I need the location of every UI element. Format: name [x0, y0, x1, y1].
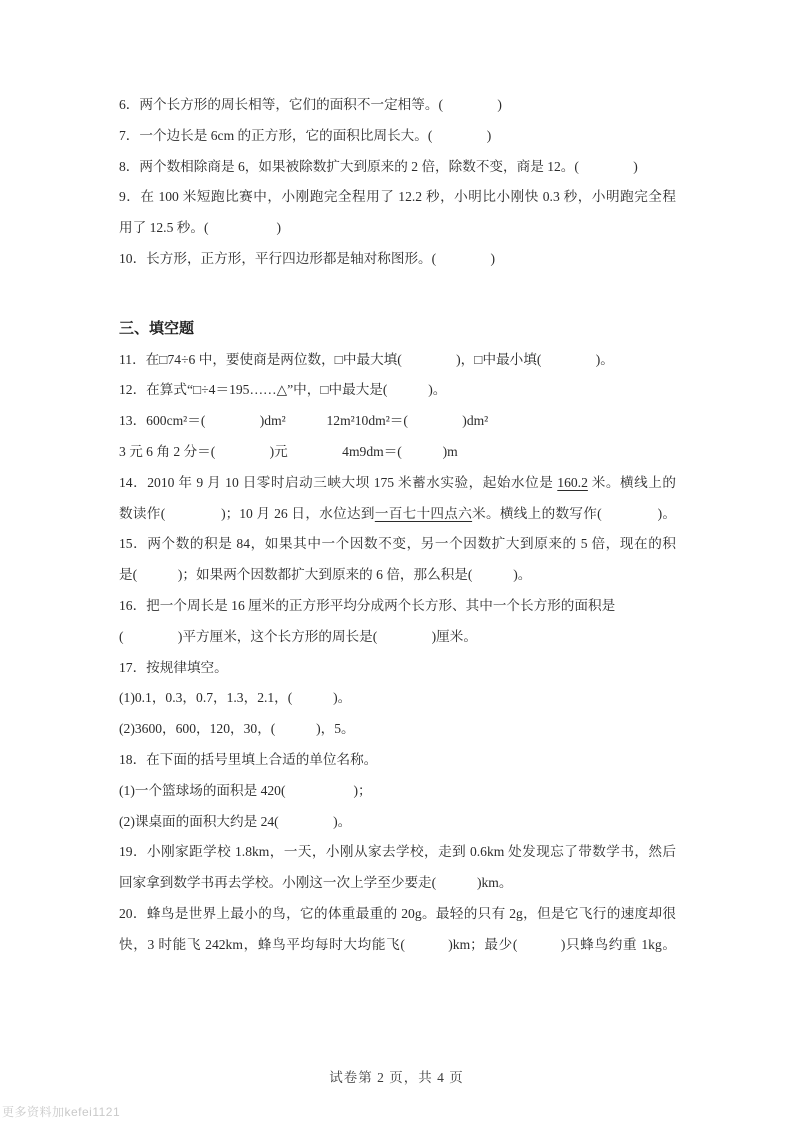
question-9-line-2: 用了 12.5 秒。( ) [119, 220, 281, 236]
question-18-item-2: (2)课桌面的面积大约是 24( )。 [119, 813, 352, 829]
underlined-value: 一百七十四点六 [374, 505, 473, 521]
question-16-line-1: 16．把一个周长是 16 厘米的正方形平均分成两个长方形、其中一个长方形的面积是 [119, 597, 616, 613]
question-15-line-1: 15．两个数的积是 84，如果其中一个因数不变，另一个因数扩大到原来的 5 倍，现在的积 [119, 536, 676, 552]
question-9-line-1: 9．在 100 米短跑比赛中，小刚跑完全程用了 12.2 秒，小明比小刚快 0.3 秒，小明跑完全程 [119, 189, 676, 205]
question-10: 10．长方形，正方形，平行四边形都是轴对称图形。( ) [119, 250, 496, 266]
question-14-line-2 [119, 499, 676, 530]
question-13-line-1: 13．600cm²＝( )dm² 12m²10dm²＝( )dm² [119, 413, 489, 429]
question-12: 12．在算式“□÷4＝195……△”中，□中最大是( )。 [119, 382, 447, 398]
question-16-line-2: ( )平方厘米，这个长方形的周长是( )厘米。 [119, 628, 477, 644]
question-11: 11．在□74÷6 中，要使商是两位数，□中最大填( )，□中最小填( )。 [119, 351, 614, 367]
watermark-text: 更多资料加kefei1121 [2, 1105, 121, 1119]
text-segment: 米。横线上的 [587, 474, 676, 490]
question-15-line-2: 是( )；如果两个因数都扩大到原来的 6 倍，那么积是( )。 [119, 567, 532, 583]
underlined-value: 160.2 [557, 474, 588, 490]
question-13-line-2: 3 元 6 角 2 分＝( )元 4m9dm＝( )m [119, 443, 458, 459]
question-17-item-1: (1)0.1，0.3，0.7，1.3，2.1，( )。 [119, 690, 352, 706]
question-lines [119, 90, 676, 961]
question-8: 8．两个数相除商是 6，如果被除数扩大到原来的 2 倍，除数不变，商是 12。( ) [119, 158, 638, 174]
section-gap [119, 275, 676, 314]
question-17: 17．按规律填空。 [119, 659, 228, 675]
section-header-fill-in-blanks: 三、填空题 [119, 320, 195, 337]
question-20-line-2: 快，3 时能飞 242km，蜂鸟平均每时大均能飞( )km；最少( )只蜂鸟约重 1kg。 [119, 936, 676, 952]
question-18: 18．在下面的括号里填上合适的单位名称。 [119, 751, 378, 767]
question-20-line-1: 20．蜂鸟是世界上最小的鸟，它的体重最重的 20g。最轻的只有 2g，但是它飞行的速度却很 [119, 905, 676, 921]
question-19-line-2: 回家拿到数学书再去学校。小刚这一次上学至少要走( )km。 [119, 875, 513, 891]
text-segment: 14．2010 年 9 月 10 日零时启动三峡大坝 175 米蓄水实验，起始水位是 [119, 474, 558, 490]
question-6: 6．两个长方形的周长相等，它们的面积不一定相等。( ) [119, 97, 502, 112]
question-14-line-1 [119, 468, 676, 499]
question-7: 7．一个边长是 6cm 的正方形，它的面积比周长大。( ) [119, 127, 492, 143]
question-18-item-1: (1)一个篮球场的面积是 420( )； [119, 782, 372, 798]
text-segment: 米。横线上的数写作( )。 [472, 505, 676, 521]
page-footer: 试卷第 2 页，共 4 页 [329, 1070, 464, 1085]
text-segment: 数读作( )；10 月 26 日，水位达到 [119, 505, 375, 521]
question-17-item-2: (2)3600，600，120，30，( )，5。 [119, 721, 355, 737]
question-19-line-1: 19．小刚家距学校 1.8km，一天，小刚从家去学校，走到 0.6km 处发现忘了带数学书，然后 [119, 844, 676, 860]
